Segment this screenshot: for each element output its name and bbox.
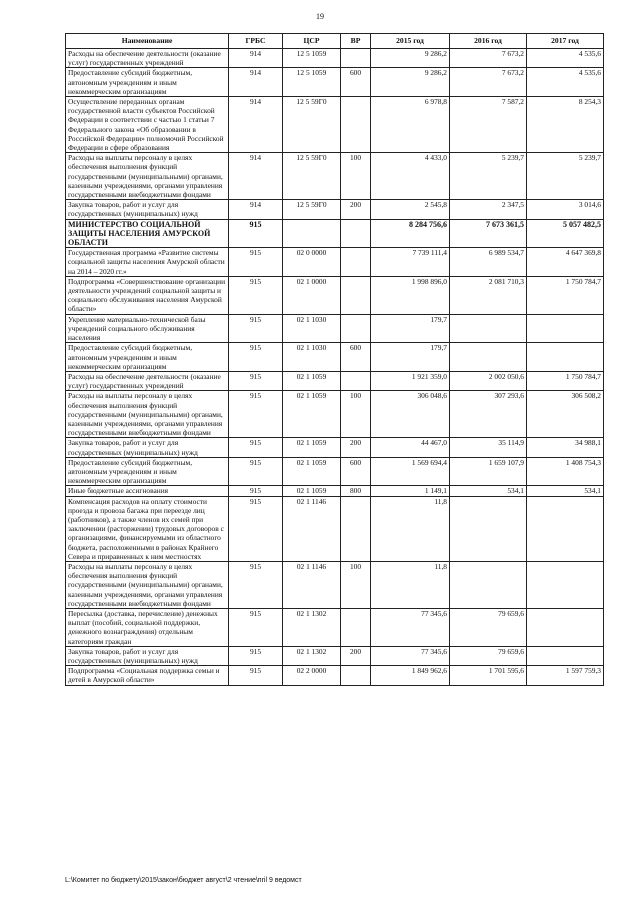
- cell-name: Расходы на обеспечение деятельности (оказание услуг) государственных учреждений: [66, 371, 229, 390]
- cell-y2015: 44 467,0: [371, 438, 450, 457]
- table-row: [66, 68, 604, 97]
- table-row: [66, 219, 604, 248]
- budget-table: [65, 33, 604, 686]
- cell-y2015: 2 545,8: [371, 200, 450, 219]
- cell-y2016: 307 293,6: [450, 391, 527, 438]
- cell-name: Предоставление субсидий бюджетным, автономным учреждениям и иным некоммерческим организациям: [66, 343, 229, 372]
- cell-y2017: 5 057 482,5: [527, 219, 604, 248]
- cell-name: Предоставление субсидий бюджетным, автономным учреждениям и иным некоммерческим организациям: [66, 68, 229, 97]
- cell-vr: [341, 248, 371, 277]
- cell-y2017: 1 750 784,7: [527, 371, 604, 390]
- cell-name: Государственная программа «Развитие системы социальной защиты населения Амурской области на 2014 – 2020 гг.»: [66, 248, 229, 277]
- cell-grbs: 915: [229, 219, 283, 248]
- cell-csr: 12 5 59Г0: [283, 97, 341, 153]
- cell-csr: 12 5 59Г0: [283, 153, 341, 200]
- header-vr: ВР: [341, 34, 371, 49]
- cell-csr: 02 1 1059: [283, 438, 341, 457]
- cell-vr: [341, 276, 371, 314]
- cell-grbs: 914: [229, 153, 283, 200]
- cell-vr: 200: [341, 646, 371, 665]
- cell-y2016: 79 659,6: [450, 608, 527, 646]
- cell-grbs: 915: [229, 438, 283, 457]
- cell-y2016: 5 239,7: [450, 153, 527, 200]
- cell-csr: 02 0 0000: [283, 248, 341, 277]
- table-row: [66, 49, 604, 68]
- cell-csr: 02 1 1059: [283, 486, 341, 496]
- table-row: [66, 371, 604, 390]
- cell-name: Закупка товаров, работ и услуг для государственных (муниципальных) нужд: [66, 438, 229, 457]
- cell-y2017: 1 408 754,3: [527, 457, 604, 486]
- cell-name: Подпрограмма «Совершенствование организации деятельности учреждений социальной защиты и социального обслуживания населения Амурской области»: [66, 276, 229, 314]
- cell-grbs: 914: [229, 97, 283, 153]
- table-row: [66, 97, 604, 153]
- cell-name: Расходы на выплаты персоналу в целях обеспечения выполнения функций государственными (муниципальными) органами, казенными учреждениями, органами управления государственными внебюджетными фондами: [66, 391, 229, 438]
- cell-y2017: [527, 646, 604, 665]
- file-path-footer: L:\Комитет по бюджету\2015\закон\бюджет август\2 чтение\пril 9 ведомст: [65, 877, 302, 884]
- cell-grbs: 915: [229, 561, 283, 608]
- cell-name: Иные бюджетные ассигнования: [66, 486, 229, 496]
- table-row: [66, 496, 604, 561]
- cell-vr: 800: [341, 486, 371, 496]
- table-header-row: [66, 34, 604, 49]
- cell-name: Подпрограмма «Социальная поддержка семьи и детей в Амурской области»: [66, 666, 229, 685]
- cell-vr: 100: [341, 391, 371, 438]
- cell-y2015: 1 849 962,6: [371, 666, 450, 685]
- cell-y2015: 11,8: [371, 496, 450, 561]
- cell-csr: 12 5 59Г0: [283, 200, 341, 219]
- cell-y2015: 9 286,2: [371, 49, 450, 68]
- cell-csr: 02 1 1030: [283, 343, 341, 372]
- cell-csr: 02 2 0000: [283, 666, 341, 685]
- cell-grbs: 915: [229, 391, 283, 438]
- cell-vr: 200: [341, 200, 371, 219]
- cell-grbs: 915: [229, 314, 283, 343]
- header-name: Наименование: [66, 34, 229, 49]
- cell-y2016: 79 659,6: [450, 646, 527, 665]
- cell-y2015: 1 921 359,0: [371, 371, 450, 390]
- cell-vr: 600: [341, 68, 371, 97]
- cell-y2017: [527, 561, 604, 608]
- cell-y2015: 4 433,0: [371, 153, 450, 200]
- cell-y2016: 7 673,2: [450, 49, 527, 68]
- cell-name: Компенсация расходов на оплату стоимости проезда и провоза багажа при переезде лиц (работников), а также членов их семей при заключении (расторжении) трудовых договоров с организациями, финансируемыми из областного бюджета, расположенными в районах Крайнего Севера и приравненных к ним местностях: [66, 496, 229, 561]
- cell-y2015: 306 048,6: [371, 391, 450, 438]
- table-row: [66, 646, 604, 665]
- cell-csr: [283, 219, 341, 248]
- cell-y2016: 35 114,9: [450, 438, 527, 457]
- cell-y2016: 2 081 710,3: [450, 276, 527, 314]
- cell-y2017: 306 508,2: [527, 391, 604, 438]
- cell-vr: 100: [341, 561, 371, 608]
- header-2015: 2015 год: [371, 34, 450, 49]
- cell-csr: 12 5 1059: [283, 49, 341, 68]
- cell-vr: 600: [341, 343, 371, 372]
- page-number: 19: [316, 12, 324, 21]
- cell-y2015: 7 739 111,4: [371, 248, 450, 277]
- cell-y2017: 534,1: [527, 486, 604, 496]
- cell-y2017: 1 750 784,7: [527, 276, 604, 314]
- cell-y2017: 4 535,6: [527, 68, 604, 97]
- table-row: [66, 457, 604, 486]
- cell-y2017: 3 014,6: [527, 200, 604, 219]
- cell-y2016: [450, 314, 527, 343]
- cell-y2016: 534,1: [450, 486, 527, 496]
- cell-vr: 600: [341, 457, 371, 486]
- cell-grbs: 915: [229, 457, 283, 486]
- cell-y2016: 7 587,2: [450, 97, 527, 153]
- cell-grbs: 915: [229, 371, 283, 390]
- cell-grbs: 915: [229, 666, 283, 685]
- cell-y2017: [527, 496, 604, 561]
- cell-y2017: 4 647 369,8: [527, 248, 604, 277]
- cell-grbs: 915: [229, 646, 283, 665]
- cell-y2015: 77 345,6: [371, 608, 450, 646]
- cell-vr: 100: [341, 153, 371, 200]
- cell-csr: 02 1 1302: [283, 646, 341, 665]
- cell-grbs: 915: [229, 608, 283, 646]
- cell-vr: [341, 49, 371, 68]
- cell-csr: 02 1 1059: [283, 371, 341, 390]
- cell-vr: [341, 496, 371, 561]
- cell-name: Расходы на выплаты персоналу в целях обеспечения выполнения функций государственными (муниципальными) органами, казенными учреждениями, органами управления государственными внебюджетными фондами: [66, 561, 229, 608]
- cell-csr: 12 5 1059: [283, 68, 341, 97]
- cell-y2017: [527, 343, 604, 372]
- cell-csr: 02 1 1146: [283, 561, 341, 608]
- cell-grbs: 914: [229, 68, 283, 97]
- cell-y2015: 8 284 756,6: [371, 219, 450, 248]
- cell-grbs: 915: [229, 486, 283, 496]
- cell-grbs: 915: [229, 496, 283, 561]
- cell-y2015: 1 149,1: [371, 486, 450, 496]
- cell-y2015: 11,8: [371, 561, 450, 608]
- table-row: [66, 248, 604, 277]
- cell-y2015: 179,7: [371, 343, 450, 372]
- cell-name: Укрепление материально-технической базы учреждений социального обслуживания населения: [66, 314, 229, 343]
- cell-y2016: 1 659 107,9: [450, 457, 527, 486]
- cell-y2015: 6 978,8: [371, 97, 450, 153]
- cell-y2016: 7 673 361,5: [450, 219, 527, 248]
- cell-y2017: [527, 314, 604, 343]
- table-row: [66, 314, 604, 343]
- cell-y2017: 4 535,6: [527, 49, 604, 68]
- table-row: [66, 276, 604, 314]
- cell-y2016: [450, 496, 527, 561]
- cell-vr: [341, 314, 371, 343]
- cell-vr: [341, 608, 371, 646]
- cell-y2016: [450, 561, 527, 608]
- cell-grbs: 914: [229, 49, 283, 68]
- table-row: [66, 666, 604, 685]
- header-2017: 2017 год: [527, 34, 604, 49]
- table-row: [66, 153, 604, 200]
- cell-csr: 02 1 0000: [283, 276, 341, 314]
- table-row: [66, 608, 604, 646]
- table-row: [66, 561, 604, 608]
- table-row: [66, 391, 604, 438]
- cell-vr: [341, 666, 371, 685]
- cell-name: Пересылка (доставка, перечисление) денежных выплат (пособий, социальной поддержки, денежного вознаграждения) отдельным категориям граждан: [66, 608, 229, 646]
- cell-grbs: 915: [229, 276, 283, 314]
- cell-y2015: 1 998 896,0: [371, 276, 450, 314]
- cell-csr: 02 1 1146: [283, 496, 341, 561]
- cell-name: Осуществление переданных органам государственной власти субъектов Российской Федерации в соответствии с частью 1 статьи 7 Федерального закона «Об образовании в Российской Федерации» полномочий Российской Федерации в сфере образования: [66, 97, 229, 153]
- cell-y2016: 2 347,5: [450, 200, 527, 219]
- cell-name: Закупка товаров, работ и услуг для государственных (муниципальных) нужд: [66, 646, 229, 665]
- cell-y2016: 2 002 050,6: [450, 371, 527, 390]
- table-row: [66, 438, 604, 457]
- cell-y2015: 1 569 694,4: [371, 457, 450, 486]
- cell-csr: 02 1 1302: [283, 608, 341, 646]
- cell-y2016: 6 989 534,7: [450, 248, 527, 277]
- cell-grbs: 915: [229, 248, 283, 277]
- cell-y2015: 9 286,2: [371, 68, 450, 97]
- cell-name: МИНИСТЕРСТВО СОЦИАЛЬНОЙ ЗАЩИТЫ НАСЕЛЕНИЯ АМУРСКОЙ ОБЛАСТИ: [66, 219, 229, 248]
- cell-y2017: [527, 608, 604, 646]
- cell-y2017: 5 239,7: [527, 153, 604, 200]
- cell-csr: 02 1 1030: [283, 314, 341, 343]
- cell-vr: [341, 97, 371, 153]
- cell-grbs: 915: [229, 343, 283, 372]
- header-grbs: ГРБС: [229, 34, 283, 49]
- cell-vr: 200: [341, 438, 371, 457]
- cell-name: Расходы на обеспечение деятельности (оказание услуг) государственных учреждений: [66, 49, 229, 68]
- cell-name: Расходы на выплаты персоналу в целях обеспечения выполнения функций государственными (муниципальными) органами, казенными учреждениями, органами управления государственными внебюджетными фондами: [66, 153, 229, 200]
- cell-name: Предоставление субсидий бюджетным, автономным учреждениям и иным некоммерческим организациям: [66, 457, 229, 486]
- header-csr: ЦСР: [283, 34, 341, 49]
- table-row: [66, 486, 604, 496]
- cell-vr: [341, 371, 371, 390]
- cell-name: Закупка товаров, работ и услуг для государственных (муниципальных) нужд: [66, 200, 229, 219]
- cell-y2015: 179,7: [371, 314, 450, 343]
- table-row: [66, 343, 604, 372]
- cell-csr: 02 1 1059: [283, 391, 341, 438]
- table-row: [66, 200, 604, 219]
- cell-y2017: 8 254,3: [527, 97, 604, 153]
- cell-y2017: 34 988,1: [527, 438, 604, 457]
- cell-y2015: 77 345,6: [371, 646, 450, 665]
- header-2016: 2016 год: [450, 34, 527, 49]
- cell-vr: [341, 219, 371, 248]
- cell-y2016: 7 673,2: [450, 68, 527, 97]
- cell-y2016: [450, 343, 527, 372]
- cell-y2017: 1 597 759,3: [527, 666, 604, 685]
- cell-grbs: 914: [229, 200, 283, 219]
- cell-y2016: 1 701 595,6: [450, 666, 527, 685]
- cell-csr: 02 1 1059: [283, 457, 341, 486]
